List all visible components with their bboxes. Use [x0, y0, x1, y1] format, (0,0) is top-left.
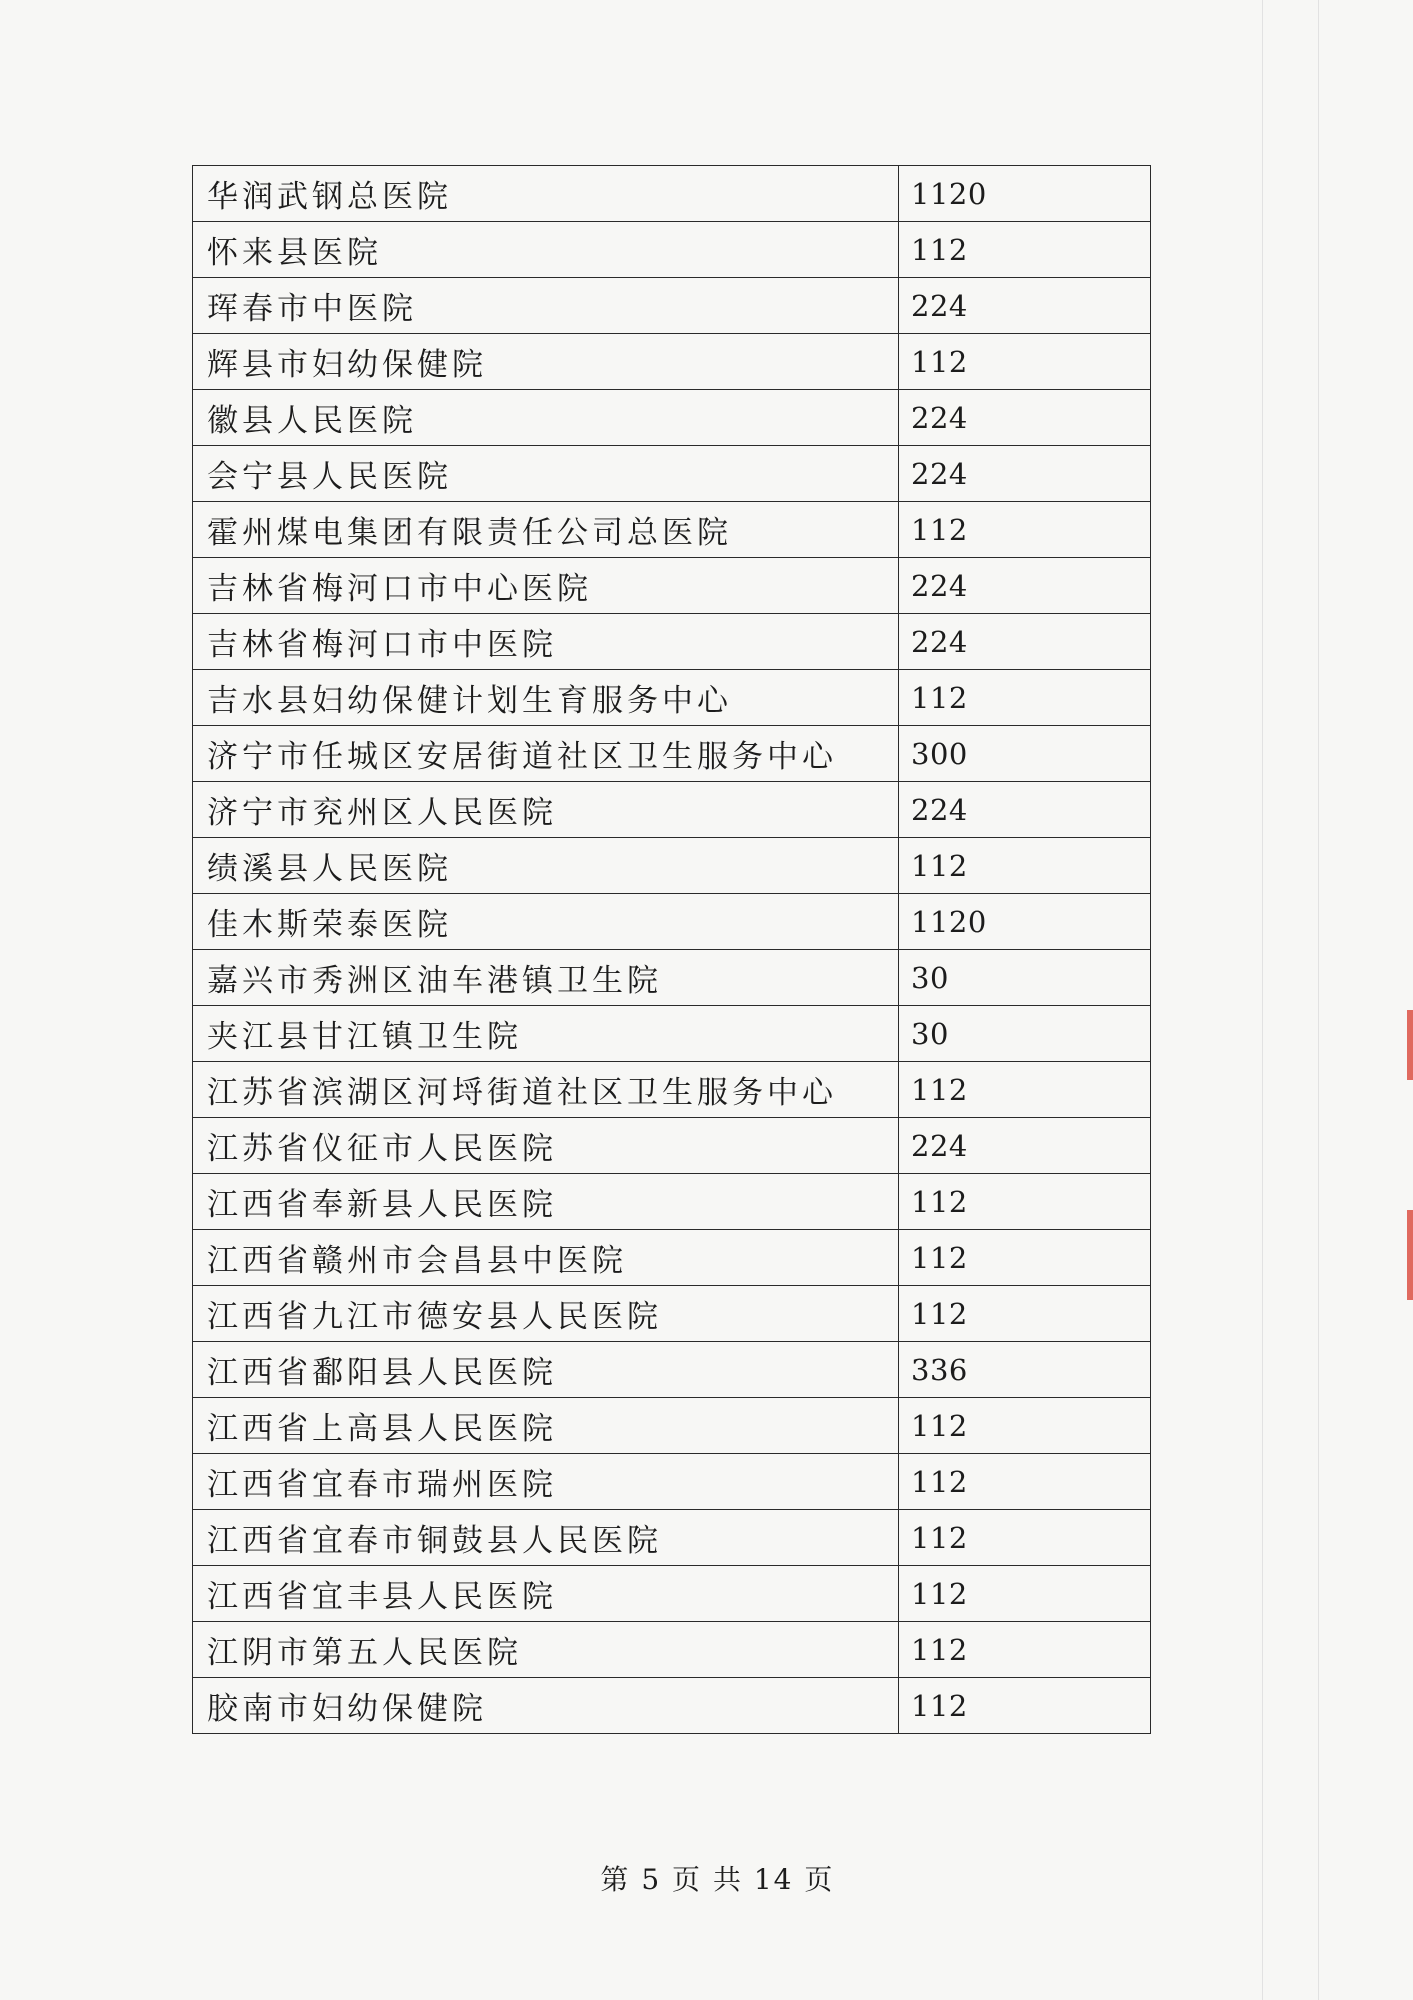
hospital-name-cell: 珲春市中医院 — [193, 278, 899, 334]
table-row — [193, 166, 1151, 222]
hospital-name-cell: 江西省鄱阳县人民医院 — [193, 1342, 899, 1398]
quantity-cell: 112 — [899, 1286, 1151, 1342]
hospital-name-cell: 绩溪县人民医院 — [193, 838, 899, 894]
quantity-cell: 224 — [899, 1118, 1151, 1174]
table-row — [193, 614, 1151, 670]
table-row — [193, 1510, 1151, 1566]
quantity-cell: 30 — [899, 950, 1151, 1006]
quantity-cell: 112 — [899, 1678, 1151, 1734]
hospital-name-cell: 会宁县人民医院 — [193, 446, 899, 502]
quantity-cell: 112 — [899, 1230, 1151, 1286]
hospital-name-cell: 胶南市妇幼保健院 — [193, 1678, 899, 1734]
quantity-cell: 1120 — [899, 166, 1151, 222]
table-row — [193, 1118, 1151, 1174]
hospital-name-cell: 济宁市兖州区人民医院 — [193, 782, 899, 838]
hospital-name-cell: 吉林省梅河口市中心医院 — [193, 558, 899, 614]
table-row — [193, 1342, 1151, 1398]
allocation-table — [192, 165, 1151, 1734]
quantity-cell: 224 — [899, 390, 1151, 446]
quantity-cell: 224 — [899, 558, 1151, 614]
page-number-footer — [0, 1825, 1413, 1898]
table-row — [193, 1398, 1151, 1454]
table-row — [193, 390, 1151, 446]
table-row — [193, 1678, 1151, 1734]
table-row — [193, 838, 1151, 894]
hospital-name-cell: 霍州煤电集团有限责任公司总医院 — [193, 502, 899, 558]
table-row — [193, 558, 1151, 614]
hospital-name-cell: 华润武钢总医院 — [193, 166, 899, 222]
quantity-cell: 224 — [899, 278, 1151, 334]
table-body — [193, 166, 1151, 1734]
quantity-cell: 224 — [899, 446, 1151, 502]
hospital-name-cell: 江阴市第五人民医院 — [193, 1622, 899, 1678]
quantity-cell: 336 — [899, 1342, 1151, 1398]
table-row — [193, 670, 1151, 726]
hospital-name-cell: 吉林省梅河口市中医院 — [193, 614, 899, 670]
page-label: 第 5 页 共 14 页 — [600, 1863, 835, 1896]
table-row — [193, 446, 1151, 502]
quantity-cell: 112 — [899, 1174, 1151, 1230]
quantity-cell: 112 — [899, 1566, 1151, 1622]
quantity-cell: 224 — [899, 782, 1151, 838]
hospital-allocation-table — [192, 165, 1150, 1734]
hospital-name-cell: 江西省宜春市铜鼓县人民医院 — [193, 1510, 899, 1566]
hospital-name-cell: 江苏省滨湖区河埒街道社区卫生服务中心 — [193, 1062, 899, 1118]
table-row — [193, 278, 1151, 334]
quantity-cell: 1120 — [899, 894, 1151, 950]
table-row — [193, 1566, 1151, 1622]
table-row — [193, 950, 1151, 1006]
red-seal-edge — [1407, 1010, 1413, 1080]
quantity-cell: 112 — [899, 1510, 1151, 1566]
hospital-name-cell: 吉水县妇幼保健计划生育服务中心 — [193, 670, 899, 726]
scan-edge-line — [1318, 0, 1319, 2000]
hospital-name-cell: 江西省上高县人民医院 — [193, 1398, 899, 1454]
table-row — [193, 1230, 1151, 1286]
hospital-name-cell: 江西省九江市德安县人民医院 — [193, 1286, 899, 1342]
quantity-cell: 300 — [899, 726, 1151, 782]
quantity-cell: 112 — [899, 1622, 1151, 1678]
hospital-name-cell: 怀来县医院 — [193, 222, 899, 278]
table-row — [193, 1062, 1151, 1118]
table-row — [193, 1286, 1151, 1342]
table-row — [193, 1454, 1151, 1510]
quantity-cell: 112 — [899, 1062, 1151, 1118]
table-row — [193, 502, 1151, 558]
quantity-cell: 112 — [899, 222, 1151, 278]
table-row — [193, 894, 1151, 950]
table-row — [193, 782, 1151, 838]
hospital-name-cell: 徽县人民医院 — [193, 390, 899, 446]
scan-edge-line — [1262, 0, 1263, 2000]
hospital-name-cell: 江西省奉新县人民医院 — [193, 1174, 899, 1230]
table-row — [193, 334, 1151, 390]
hospital-name-cell: 佳木斯荣泰医院 — [193, 894, 899, 950]
hospital-name-cell: 夹江县甘江镇卫生院 — [193, 1006, 899, 1062]
quantity-cell: 224 — [899, 614, 1151, 670]
hospital-name-cell: 江西省宜丰县人民医院 — [193, 1566, 899, 1622]
table-row — [193, 222, 1151, 278]
table-row — [193, 1006, 1151, 1062]
quantity-cell: 112 — [899, 502, 1151, 558]
table-row — [193, 1174, 1151, 1230]
quantity-cell: 112 — [899, 670, 1151, 726]
table-row — [193, 1622, 1151, 1678]
quantity-cell: 30 — [899, 1006, 1151, 1062]
hospital-name-cell: 江西省宜春市瑞州医院 — [193, 1454, 899, 1510]
hospital-name-cell: 江苏省仪征市人民医院 — [193, 1118, 899, 1174]
hospital-name-cell: 辉县市妇幼保健院 — [193, 334, 899, 390]
hospital-name-cell: 济宁市任城区安居街道社区卫生服务中心 — [193, 726, 899, 782]
red-seal-edge — [1407, 1210, 1413, 1300]
quantity-cell: 112 — [899, 838, 1151, 894]
quantity-cell: 112 — [899, 1454, 1151, 1510]
quantity-cell: 112 — [899, 334, 1151, 390]
hospital-name-cell: 江西省赣州市会昌县中医院 — [193, 1230, 899, 1286]
table-row — [193, 726, 1151, 782]
hospital-name-cell: 嘉兴市秀洲区油车港镇卫生院 — [193, 950, 899, 1006]
quantity-cell: 112 — [899, 1398, 1151, 1454]
